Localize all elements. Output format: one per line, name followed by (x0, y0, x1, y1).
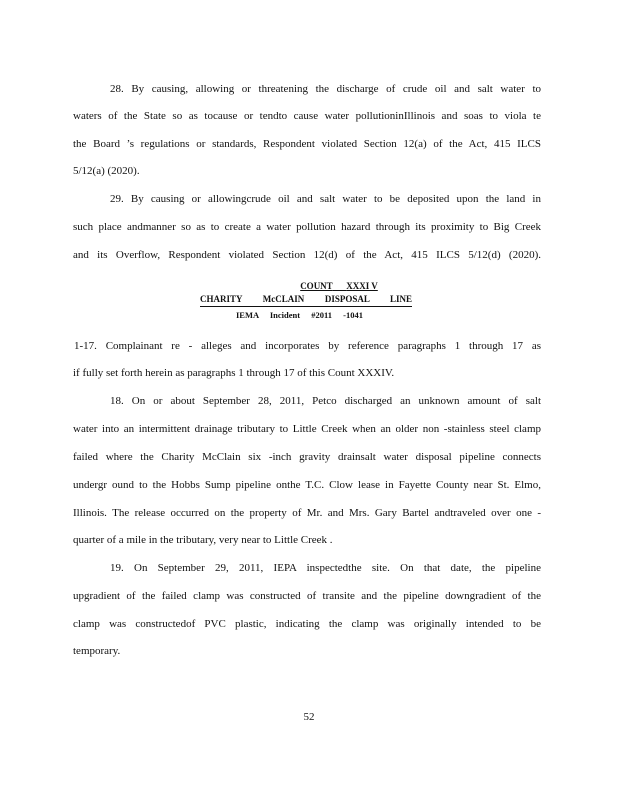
count-title: CHARITY McCLAIN DISPOSAL LINE (200, 294, 412, 307)
paragraph-18-line: 18. On or about September 28, 2011, Petco discharged an unknown amount of salt (110, 395, 541, 407)
paragraph-18-line: undergr ound to the Hobbs Sump pipeline onthe T.C. Clow lease in Fayette County near St. Elmo, (73, 479, 541, 491)
paragraph-28-line: 28. By causing, allowing or threatening the discharge of crude oil and salt water to (110, 83, 541, 95)
paragraph-28-line: 5/12(a) (2020). (73, 165, 140, 177)
paragraph-29-line: 29. By causing or allowingcrude oil and salt water to be deposited upon the land in (110, 193, 541, 205)
paragraph-18-line: failed where the Charity McClain six -inch gravity drainsalt water disposal pipeline connects (73, 451, 541, 463)
paragraph-19-line: 19. On September 29, 2011, IEPA inspectedthe site. On that date, the pipeline (110, 562, 541, 574)
paragraph-29-line: and its Overflow, Respondent violated Section 12(d) of the Act, 415 ILCS 5/12(d) (2020). (73, 249, 541, 261)
count-heading (0, 281, 618, 292)
page-number: 52 (303, 711, 315, 723)
paragraph-1-17-line: 1-17. Complainant re - alleges and incorporates by reference paragraphs 1 through 17 as (74, 340, 541, 352)
paragraph-28-line: waters of the State so as tocause or tendto cause water pollutioninIllinois and soas to viola te (73, 110, 541, 122)
paragraph-29-line: such place andmanner so as to create a water pollution hazard through its proximity to Big Creek (73, 221, 541, 233)
count-label: COUNT (300, 281, 333, 291)
paragraph-18-line: quarter of a mile in the tributary, very near to Little Creek . (73, 534, 333, 546)
paragraph-1-17-line: if fully set forth herein as paragraphs 1 through 17 of this Count XXXIV. (73, 367, 395, 379)
count-subtitle: IEMA Incident #2011 -1041 (236, 310, 363, 320)
count-number: XXXI V (346, 281, 378, 291)
paragraph-19-line: clamp was constructedof PVC plastic, indicating the clamp was originally intended to be (73, 618, 541, 630)
paragraph-28-line: the Board ’s regulations or standards, Respondent violated Section 12(a) of the Act, 415 ILCS (73, 138, 541, 150)
paragraph-18-line: Illinois. The release occurred on the property of Mr. and Mrs. Gary Bartel andtraveled over one - (73, 507, 541, 519)
paragraph-18-line: water into an intermittent drainage tributary to Little Creek when an older non -stainless steel clamp (73, 423, 541, 435)
paragraph-19-line: temporary. (73, 645, 121, 657)
paragraph-19-line: upgradient of the failed clamp was constructed of transite and the pipeline downgradient of the (73, 590, 541, 602)
